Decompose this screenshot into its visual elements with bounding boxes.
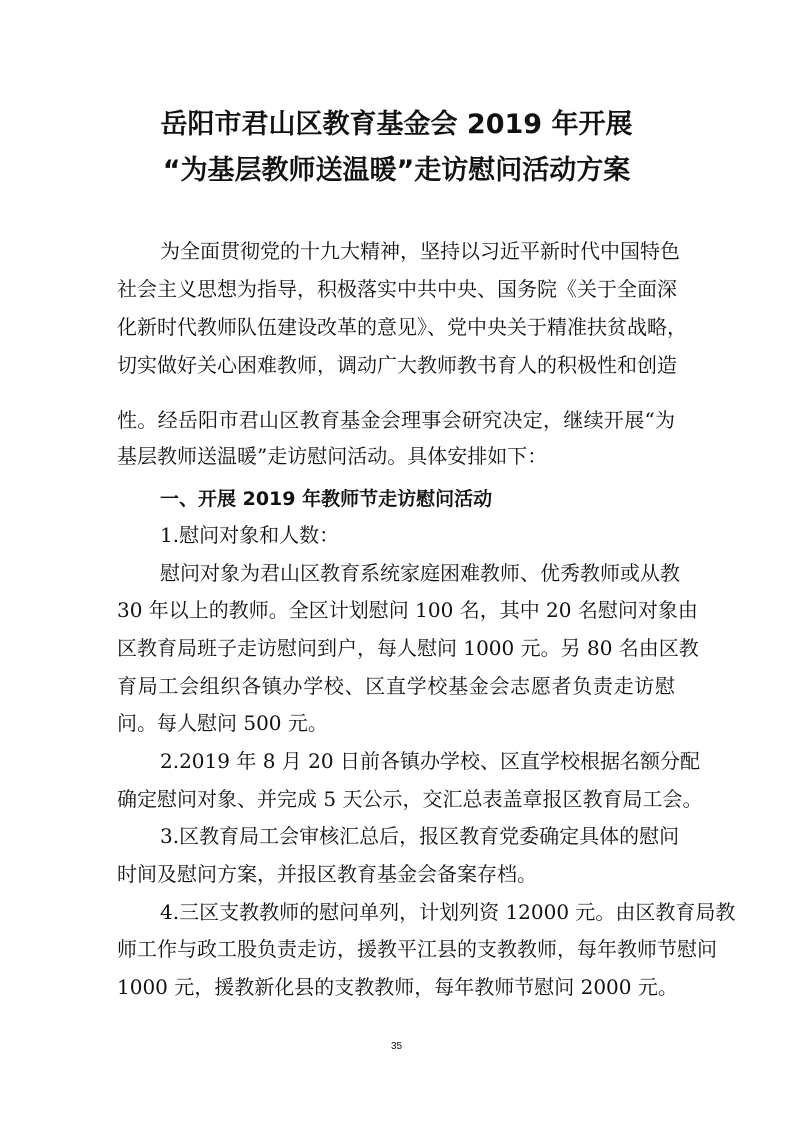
- item-1-label: 1.慰问对象和人数：: [160, 523, 340, 547]
- item-4-line: 1000 元，援教新化县的支教教师，每年教师节慰问 2000 元。: [117, 975, 678, 999]
- item-1-line: 育局工会组织各镇办学校、区直学校基金会志愿者负责走访慰: [117, 674, 675, 698]
- document-title-line-1: 岳阳市君山区教育基金会 2019 年开展: [160, 109, 633, 140]
- intro-paragraph-line: 化新时代教师队伍建设改革的意见》、党中央关于精准扶贫战略，: [117, 315, 687, 339]
- item-1-line: 区教育局班子走访慰问到户，每人慰问 1000 元。另 80 名由区教: [117, 636, 699, 660]
- item-3-line: 时间及慰问方案，并报区教育基金会备案存档。: [117, 862, 537, 886]
- intro-paragraph-line: 基层教师送温暖”走访慰问活动。具体安排如下：: [117, 444, 548, 468]
- item-4-line: 师工作与政工股负责走访，援教平江县的支教教师，每年教师节慰问: [117, 937, 717, 961]
- intro-paragraph-line: 切实做好关心困难教师，调动广大教师教书育人的积极性和创造: [117, 353, 677, 377]
- item-2-line: 确定慰问对象、并完成 5 天公示，交汇总表盖章报区教育局工会。: [117, 787, 703, 811]
- item-1-line: 问。每人慰问 500 元。: [117, 711, 328, 735]
- intro-paragraph-line: 性。经岳阳市君山区教育基金会理事会研究决定，继续开展“为: [117, 408, 675, 432]
- item-2-line: 2.2019 年 8 月 20 日前各镇办学校、区直学校根据名额分配: [160, 749, 700, 773]
- intro-paragraph-line: 社会主义思想为指导，积极落实中共中央、国务院《关于全面深: [117, 277, 677, 301]
- intro-paragraph-line: 为全面贯彻党的十九大精神，坚持以习近平新时代中国特色: [160, 239, 680, 263]
- item-1-line: 30 年以上的教师。全区计划慰问 100 名，其中 20 名慰问对象由: [117, 598, 698, 622]
- section-heading: 一、开展 2019 年教师节走访慰问活动: [160, 488, 493, 510]
- document-title-line-2: “为基层教师送温暖”走访慰问活动方案: [162, 155, 631, 186]
- page-number: 35: [390, 1041, 403, 1052]
- item-4-line: 4.三区支教教师的慰问单列，计划列资 12000 元。由区教育局教: [160, 900, 736, 924]
- item-1-line: 慰问对象为君山区教育系统家庭困难教师、优秀教师或从教: [160, 561, 680, 585]
- item-3-line: 3.区教育局工会审核汇总后，报区教育党委确定具体的慰问: [160, 824, 680, 848]
